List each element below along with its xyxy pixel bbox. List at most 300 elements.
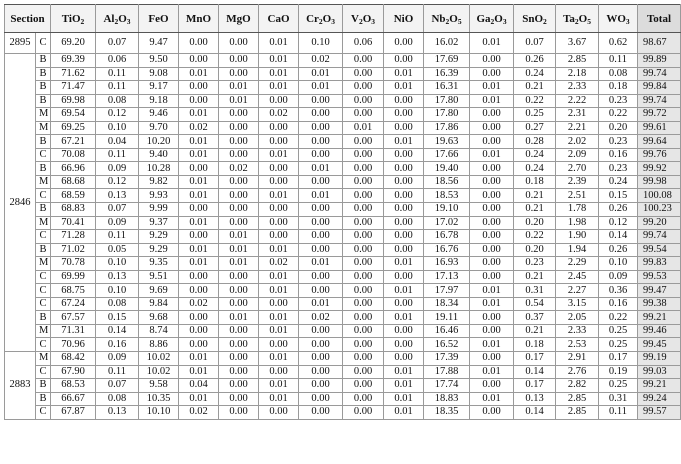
tio2-cell: 69.99: [51, 270, 96, 284]
feo-cell: 9.84: [139, 297, 179, 311]
wo3-cell: 0.11: [599, 54, 638, 68]
mgo-cell: 0.00: [219, 108, 259, 122]
mgo-cell: 0.00: [219, 203, 259, 217]
al2o3-cell: 0.11: [96, 365, 139, 379]
nb2o5-cell: 17.86: [424, 121, 470, 135]
cao-cell: 0.01: [259, 324, 299, 338]
v2o3-cell: 0.00: [343, 162, 384, 176]
cr2o3-cell: 0.00: [299, 379, 343, 393]
ta2o5-cell: 2.31: [556, 108, 599, 122]
nb2o5-cell: 18.35: [424, 406, 470, 420]
table-row: [5, 406, 681, 420]
nio-cell: 0.00: [384, 324, 424, 338]
mgo-cell: 0.00: [219, 365, 259, 379]
total-cell: 99.21: [638, 311, 681, 325]
al2o3-cell: 0.07: [96, 203, 139, 217]
v2o3-cell: 0.00: [343, 148, 384, 162]
cao-cell: 0.00: [259, 406, 299, 420]
table-row: [5, 297, 681, 311]
ga2o3-cell: 0.00: [470, 162, 514, 176]
table-row: [5, 203, 681, 217]
al2o3-cell: 0.11: [96, 81, 139, 95]
mno-cell: 0.01: [179, 175, 219, 189]
total-cell: 99.47: [638, 284, 681, 298]
cr2o3-cell: 0.02: [299, 311, 343, 325]
mno-cell: 0.02: [179, 297, 219, 311]
ta2o5-cell: 1.94: [556, 243, 599, 257]
tio2-cell: 68.42: [51, 352, 96, 366]
ta2o5-cell: 2.02: [556, 135, 599, 149]
mno-cell: 0.00: [179, 311, 219, 325]
table-row: [5, 257, 681, 271]
sno2-cell: 0.24: [514, 162, 556, 176]
ta2o5-cell: 2.85: [556, 406, 599, 420]
cao-cell: 0.01: [259, 189, 299, 203]
al2o3-cell: 0.08: [96, 297, 139, 311]
cao-cell: 0.01: [259, 270, 299, 284]
position-cell: M: [36, 257, 51, 271]
total-cell: 99.21: [638, 379, 681, 393]
nb2o5-cell: 18.53: [424, 189, 470, 203]
nio-cell: 0.01: [384, 284, 424, 298]
total-cell: 99.03: [638, 365, 681, 379]
mno-cell: 0.01: [179, 243, 219, 257]
tio2-cell: 68.53: [51, 379, 96, 393]
ta2o5-cell: 3.15: [556, 297, 599, 311]
wo3-cell: 0.17: [599, 352, 638, 366]
wo3-cell: 0.12: [599, 216, 638, 230]
feo-cell: 10.28: [139, 162, 179, 176]
position-cell: B: [36, 379, 51, 393]
table-row: [5, 94, 681, 108]
total-cell: 99.74: [638, 230, 681, 244]
header-mgo: MgO: [219, 5, 259, 33]
sno2-cell: 0.18: [514, 175, 556, 189]
sno2-cell: 0.28: [514, 135, 556, 149]
cao-cell: 0.00: [259, 230, 299, 244]
oxide-composition-table-container: [4, 4, 672, 420]
tio2-cell: 68.59: [51, 189, 96, 203]
nio-cell: 0.00: [384, 94, 424, 108]
tio2-cell: 67.24: [51, 297, 96, 311]
total-cell: 99.76: [638, 148, 681, 162]
nb2o5-cell: 19.10: [424, 203, 470, 217]
ta2o5-cell: 2.51: [556, 189, 599, 203]
feo-cell: 8.86: [139, 338, 179, 352]
tio2-cell: 68.75: [51, 284, 96, 298]
wo3-cell: 0.25: [599, 379, 638, 393]
feo-cell: 9.40: [139, 148, 179, 162]
tio2-cell: 71.62: [51, 67, 96, 81]
ta2o5-cell: 2.82: [556, 379, 599, 393]
nb2o5-cell: 17.02: [424, 216, 470, 230]
v2o3-cell: 0.00: [343, 324, 384, 338]
nio-cell: 0.01: [384, 81, 424, 95]
feo-cell: 9.70: [139, 121, 179, 135]
ga2o3-cell: 0.01: [470, 33, 514, 54]
position-cell: M: [36, 324, 51, 338]
tio2-cell: 69.54: [51, 108, 96, 122]
nio-cell: 0.01: [384, 257, 424, 271]
nio-cell: 0.00: [384, 175, 424, 189]
header-al2o3: $Al_2O_3$: [96, 5, 139, 33]
ga2o3-cell: 0.01: [470, 392, 514, 406]
al2o3-cell: 0.09: [96, 162, 139, 176]
mno-cell: 0.00: [179, 81, 219, 95]
nb2o5-cell: 17.13: [424, 270, 470, 284]
feo-cell: 10.20: [139, 135, 179, 149]
feo-cell: 9.47: [139, 33, 179, 54]
tio2-cell: 69.25: [51, 121, 96, 135]
cao-cell: 0.01: [259, 148, 299, 162]
wo3-cell: 0.62: [599, 33, 638, 54]
sno2-cell: 0.18: [514, 338, 556, 352]
total-cell: 99.83: [638, 257, 681, 271]
mno-cell: 0.01: [179, 352, 219, 366]
ta2o5-cell: 2.70: [556, 162, 599, 176]
table-row: [5, 270, 681, 284]
feo-cell: 9.68: [139, 311, 179, 325]
sno2-cell: 0.54: [514, 297, 556, 311]
nio-cell: 0.01: [384, 392, 424, 406]
v2o3-cell: 0.00: [343, 81, 384, 95]
sno2-cell: 0.07: [514, 33, 556, 54]
al2o3-cell: 0.13: [96, 270, 139, 284]
position-cell: B: [36, 392, 51, 406]
ga2o3-cell: 0.00: [470, 379, 514, 393]
tio2-cell: 70.41: [51, 216, 96, 230]
tio2-cell: 70.96: [51, 338, 96, 352]
header-v2o3: $V_2O_3$: [343, 5, 384, 33]
tio2-cell: 69.20: [51, 33, 96, 54]
position-cell: C: [36, 148, 51, 162]
total-cell: 99.74: [638, 94, 681, 108]
nb2o5-cell: 18.56: [424, 175, 470, 189]
v2o3-cell: 0.00: [343, 257, 384, 271]
header-total: Total: [638, 5, 681, 33]
sno2-cell: 0.21: [514, 270, 556, 284]
al2o3-cell: 0.10: [96, 121, 139, 135]
cr2o3-cell: 0.00: [299, 203, 343, 217]
wo3-cell: 0.31: [599, 392, 638, 406]
mno-cell: 0.00: [179, 324, 219, 338]
sno2-cell: 0.21: [514, 81, 556, 95]
ga2o3-cell: 0.00: [470, 108, 514, 122]
v2o3-cell: 0.00: [343, 230, 384, 244]
mno-cell: 0.00: [179, 54, 219, 68]
v2o3-cell: 0.00: [343, 135, 384, 149]
position-cell: C: [36, 406, 51, 420]
header-row: [5, 5, 681, 33]
cr2o3-cell: 0.01: [299, 67, 343, 81]
nio-cell: 0.00: [384, 203, 424, 217]
mgo-cell: 0.01: [219, 81, 259, 95]
nb2o5-cell: 18.83: [424, 392, 470, 406]
al2o3-cell: 0.10: [96, 257, 139, 271]
tio2-cell: 71.28: [51, 230, 96, 244]
header-feo: FeO: [139, 5, 179, 33]
nb2o5-cell: 17.88: [424, 365, 470, 379]
mgo-cell: 0.00: [219, 121, 259, 135]
wo3-cell: 0.16: [599, 148, 638, 162]
nb2o5-cell: 17.39: [424, 352, 470, 366]
mgo-cell: 0.01: [219, 94, 259, 108]
v2o3-cell: 0.00: [343, 94, 384, 108]
feo-cell: 9.93: [139, 189, 179, 203]
mgo-cell: 0.00: [219, 379, 259, 393]
header-section: Section: [5, 5, 51, 33]
position-cell: B: [36, 203, 51, 217]
mgo-cell: 0.00: [219, 175, 259, 189]
cao-cell: 0.01: [259, 379, 299, 393]
total-cell: 99.57: [638, 406, 681, 420]
ga2o3-cell: 0.00: [470, 270, 514, 284]
mgo-cell: 0.00: [219, 54, 259, 68]
v2o3-cell: 0.01: [343, 121, 384, 135]
wo3-cell: 0.24: [599, 175, 638, 189]
total-cell: 100.23: [638, 203, 681, 217]
cr2o3-cell: 0.00: [299, 392, 343, 406]
mgo-cell: 0.01: [219, 311, 259, 325]
nb2o5-cell: 19.40: [424, 162, 470, 176]
nb2o5-cell: 17.66: [424, 148, 470, 162]
sno2-cell: 0.14: [514, 365, 556, 379]
table-row: [5, 243, 681, 257]
ga2o3-cell: 0.00: [470, 243, 514, 257]
nb2o5-cell: 17.74: [424, 379, 470, 393]
cao-cell: 0.01: [259, 352, 299, 366]
nb2o5-cell: 16.31: [424, 81, 470, 95]
mgo-cell: 0.00: [219, 148, 259, 162]
cao-cell: 0.00: [259, 175, 299, 189]
mgo-cell: 0.00: [219, 189, 259, 203]
feo-cell: 9.29: [139, 243, 179, 257]
al2o3-cell: 0.10: [96, 284, 139, 298]
ta2o5-cell: 2.27: [556, 284, 599, 298]
nio-cell: 0.01: [384, 365, 424, 379]
cr2o3-cell: 0.00: [299, 406, 343, 420]
feo-cell: 9.46: [139, 108, 179, 122]
tio2-cell: 67.90: [51, 365, 96, 379]
v2o3-cell: 0.00: [343, 379, 384, 393]
table-row: [5, 352, 681, 366]
cr2o3-cell: 0.00: [299, 352, 343, 366]
cr2o3-cell: 0.00: [299, 365, 343, 379]
cao-cell: 0.01: [259, 284, 299, 298]
v2o3-cell: 0.00: [343, 203, 384, 217]
position-cell: B: [36, 243, 51, 257]
mno-cell: 0.01: [179, 216, 219, 230]
feo-cell: 9.37: [139, 216, 179, 230]
ta2o5-cell: 2.22: [556, 94, 599, 108]
position-cell: M: [36, 108, 51, 122]
mgo-cell: 0.01: [219, 243, 259, 257]
position-cell: B: [36, 67, 51, 81]
table-row: [5, 148, 681, 162]
position-cell: C: [36, 338, 51, 352]
feo-cell: 9.35: [139, 257, 179, 271]
header-wo3: $WO_3$: [599, 5, 638, 33]
al2o3-cell: 0.07: [96, 33, 139, 54]
sno2-cell: 0.13: [514, 392, 556, 406]
ga2o3-cell: 0.01: [470, 94, 514, 108]
cr2o3-cell: 0.00: [299, 121, 343, 135]
sno2-cell: 0.25: [514, 108, 556, 122]
feo-cell: 10.10: [139, 406, 179, 420]
feo-cell: 9.99: [139, 203, 179, 217]
al2o3-cell: 0.04: [96, 135, 139, 149]
mgo-cell: 0.00: [219, 338, 259, 352]
v2o3-cell: 0.00: [343, 297, 384, 311]
feo-cell: 9.69: [139, 284, 179, 298]
cr2o3-cell: 0.02: [299, 54, 343, 68]
nio-cell: 0.00: [384, 243, 424, 257]
v2o3-cell: 0.00: [343, 67, 384, 81]
nb2o5-cell: 17.97: [424, 284, 470, 298]
v2o3-cell: 0.00: [343, 338, 384, 352]
wo3-cell: 0.09: [599, 270, 638, 284]
table-row: [5, 162, 681, 176]
ga2o3-cell: 0.00: [470, 135, 514, 149]
nb2o5-cell: 17.80: [424, 108, 470, 122]
feo-cell: 10.02: [139, 352, 179, 366]
v2o3-cell: 0.00: [343, 243, 384, 257]
nio-cell: 0.01: [384, 135, 424, 149]
nb2o5-cell: 18.34: [424, 297, 470, 311]
nb2o5-cell: 16.76: [424, 243, 470, 257]
mno-cell: 0.01: [179, 392, 219, 406]
nb2o5-cell: 16.39: [424, 67, 470, 81]
nb2o5-cell: 19.63: [424, 135, 470, 149]
position-cell: C: [36, 33, 51, 54]
al2o3-cell: 0.08: [96, 392, 139, 406]
mno-cell: 0.01: [179, 67, 219, 81]
ta2o5-cell: 2.05: [556, 311, 599, 325]
mno-cell: 0.02: [179, 406, 219, 420]
ta2o5-cell: 2.91: [556, 352, 599, 366]
ga2o3-cell: 0.00: [470, 175, 514, 189]
mgo-cell: 0.00: [219, 324, 259, 338]
ga2o3-cell: 0.01: [470, 148, 514, 162]
table-row: [5, 135, 681, 149]
mno-cell: 0.00: [179, 270, 219, 284]
cao-cell: 0.01: [259, 67, 299, 81]
nio-cell: 0.00: [384, 189, 424, 203]
nio-cell: 0.00: [384, 270, 424, 284]
sno2-cell: 0.23: [514, 257, 556, 271]
nio-cell: 0.00: [384, 148, 424, 162]
ta2o5-cell: 2.21: [556, 121, 599, 135]
total-cell: 99.92: [638, 162, 681, 176]
wo3-cell: 0.18: [599, 81, 638, 95]
v2o3-cell: 0.00: [343, 406, 384, 420]
ga2o3-cell: 0.01: [470, 81, 514, 95]
cr2o3-cell: 0.00: [299, 338, 343, 352]
position-cell: B: [36, 94, 51, 108]
table-row: [5, 33, 681, 54]
nio-cell: 0.01: [384, 406, 424, 420]
mno-cell: 0.00: [179, 94, 219, 108]
ta2o5-cell: 1.98: [556, 216, 599, 230]
nb2o5-cell: 17.69: [424, 54, 470, 68]
al2o3-cell: 0.14: [96, 324, 139, 338]
cao-cell: 0.01: [259, 54, 299, 68]
cao-cell: 0.01: [259, 243, 299, 257]
ta2o5-cell: 3.67: [556, 33, 599, 54]
feo-cell: 9.18: [139, 94, 179, 108]
position-cell: C: [36, 297, 51, 311]
mgo-cell: 0.01: [219, 230, 259, 244]
ga2o3-cell: 0.01: [470, 338, 514, 352]
cr2o3-cell: 0.01: [299, 81, 343, 95]
mno-cell: 0.00: [179, 230, 219, 244]
al2o3-cell: 0.15: [96, 311, 139, 325]
cao-cell: 0.00: [259, 297, 299, 311]
nio-cell: 0.00: [384, 297, 424, 311]
mno-cell: 0.01: [179, 108, 219, 122]
wo3-cell: 0.25: [599, 324, 638, 338]
wo3-cell: 0.10: [599, 257, 638, 271]
al2o3-cell: 0.06: [96, 54, 139, 68]
cr2o3-cell: 0.00: [299, 94, 343, 108]
total-cell: 99.54: [638, 243, 681, 257]
feo-cell: 9.82: [139, 175, 179, 189]
al2o3-cell: 0.13: [96, 189, 139, 203]
nio-cell: 0.00: [384, 230, 424, 244]
sno2-cell: 0.26: [514, 54, 556, 68]
ga2o3-cell: 0.00: [470, 352, 514, 366]
nb2o5-cell: 16.52: [424, 338, 470, 352]
wo3-cell: 0.36: [599, 284, 638, 298]
wo3-cell: 0.23: [599, 162, 638, 176]
nio-cell: 0.00: [384, 162, 424, 176]
cao-cell: 0.00: [259, 94, 299, 108]
total-cell: 99.74: [638, 67, 681, 81]
header-tio2: TiO$_2$: [51, 5, 96, 33]
ga2o3-cell: 0.00: [470, 216, 514, 230]
v2o3-cell: 0.06: [343, 33, 384, 54]
al2o3-cell: 0.16: [96, 338, 139, 352]
mgo-cell: 0.01: [219, 257, 259, 271]
ga2o3-cell: 0.00: [470, 311, 514, 325]
position-cell: M: [36, 121, 51, 135]
wo3-cell: 0.25: [599, 338, 638, 352]
table-row: [5, 338, 681, 352]
nb2o5-cell: 19.11: [424, 311, 470, 325]
table-row: [5, 284, 681, 298]
wo3-cell: 0.26: [599, 203, 638, 217]
feo-cell: 9.17: [139, 81, 179, 95]
table-row: [5, 324, 681, 338]
ga2o3-cell: 0.01: [470, 365, 514, 379]
total-cell: 98.67: [638, 33, 681, 54]
feo-cell: 10.35: [139, 392, 179, 406]
position-cell: M: [36, 216, 51, 230]
ta2o5-cell: 1.78: [556, 203, 599, 217]
total-cell: 99.53: [638, 270, 681, 284]
mno-cell: 0.01: [179, 257, 219, 271]
v2o3-cell: 0.00: [343, 175, 384, 189]
total-cell: 99.46: [638, 324, 681, 338]
header-nio: NiO: [384, 5, 424, 33]
tio2-cell: 69.98: [51, 94, 96, 108]
ta2o5-cell: 2.29: [556, 257, 599, 271]
ga2o3-cell: 0.00: [470, 324, 514, 338]
mgo-cell: 0.00: [219, 352, 259, 366]
mgo-cell: 0.00: [219, 297, 259, 311]
mgo-cell: 0.00: [219, 406, 259, 420]
position-cell: C: [36, 189, 51, 203]
